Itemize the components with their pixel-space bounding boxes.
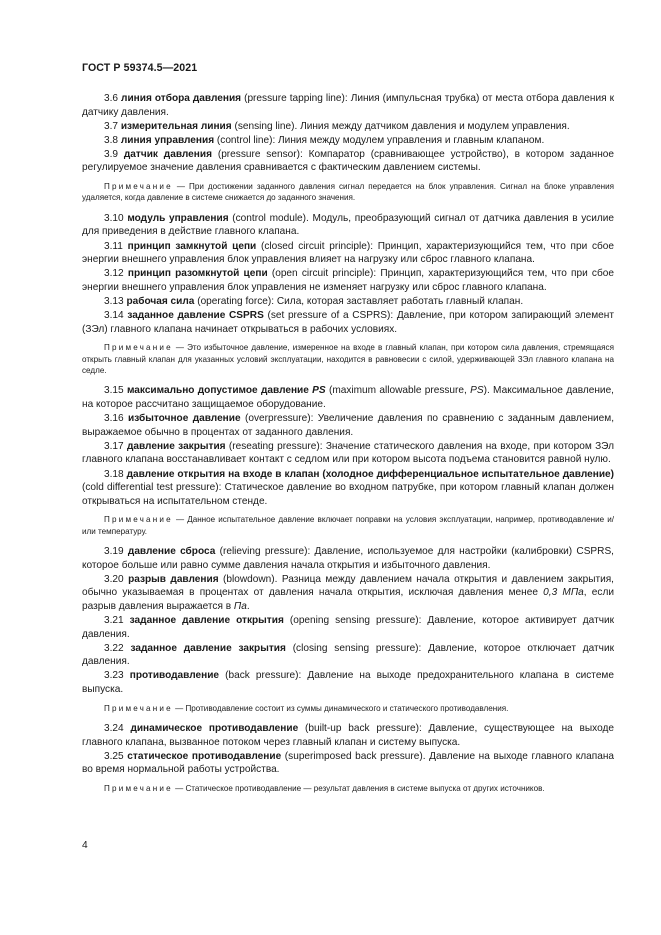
definition-term: заданное давление закрытия: [130, 642, 286, 654]
note-text: — Это избыточное давление, измеренное на входе в главный клапан, при котором сила давления, стремящаяся открыть главный клапан для указанных условий эксплуатации, находится в равновесии с силой, удерживающей ЗЭл главного клапана на седле.: [82, 343, 614, 376]
definition-term: противодавление: [129, 670, 220, 682]
definition-3-13: [82, 295, 614, 309]
definition-number: 3.8: [104, 134, 121, 146]
definition-number: 3.10: [104, 212, 128, 224]
definition-3-11: [82, 240, 614, 267]
definition-3-22: [82, 642, 614, 669]
definition-3-17: [82, 440, 614, 467]
definition-3-24: [82, 722, 614, 749]
note-text: — При достижении заданного давления сигнал передается на блок управления. Сигнал на блоке управления удаляется, когда давление в системе снижается до заданного значения.: [82, 182, 614, 203]
definition-term: линия управления: [120, 134, 215, 146]
definition-text: (overpressure): Увеличение давления по сравнению с заданным давлением, выражаемое обычно в процентах от заданного давления.: [82, 413, 615, 438]
definition-number: 3.11: [104, 240, 128, 252]
definition-3-6: [82, 92, 614, 119]
note-paragraph: [82, 783, 614, 794]
definition-text: (sensing line). Линия между датчиком давления и модулем управления.: [231, 120, 570, 132]
definition-number: 3.23: [104, 670, 130, 682]
definition-text-italic: Па: [233, 600, 247, 612]
definition-term: принцип замкнутой цепи: [127, 240, 257, 252]
definition-text: ). Максимальное давление, на которое рассчитано защищаемое оборудование.: [82, 385, 614, 411]
note-paragraph: [82, 703, 614, 714]
definition-text: , если разрыв давления выражается в: [82, 587, 614, 612]
definition-number: 3.7: [104, 120, 121, 132]
definition-term: линия отбора давления: [121, 93, 242, 104]
definition-term: давление закрытия: [126, 440, 226, 452]
definition-number: 3.19: [104, 546, 128, 558]
note-text: — Противодавление состоит из суммы динамического и статического противодавления.: [172, 703, 509, 713]
definition-text: (open circuit principle): Принцип, характеризующийся тем, что при сбое энергии внешнего управления блок управления не изменяет нагрузку или сброс главного клапана.: [82, 268, 614, 293]
definition-text: (pressure tapping line): Линия (импульсная трубка) от места отбора давления к датчику давления.: [82, 93, 615, 118]
definition-text: (set pressure of a CSPRS): Давление, при котором запирающий элемент (ЗЭл) главного клапана начинает открываться в рабочих условиях.: [82, 310, 614, 335]
definition-text: (blowdown). Разница между давлением начала открытия и давлением закрытия, обычно указываемая в процентах от давления начала открытия, исключая давления менее: [82, 573, 614, 599]
definition-number: 3.20: [104, 573, 129, 585]
definition-term: датчик давления: [123, 148, 212, 160]
definition-term: рабочая сила: [126, 295, 195, 307]
definition-term: разрыв давления: [128, 573, 219, 585]
definition-term: модуль управления: [127, 212, 229, 224]
definition-3-18: [82, 468, 614, 509]
definition-3-21: [82, 614, 614, 641]
definition-3-9: [82, 148, 614, 175]
definition-3-14: [82, 309, 614, 336]
note-paragraph: [82, 342, 614, 376]
definition-3-8: [82, 134, 614, 148]
definition-term: избыточное давление: [128, 413, 241, 425]
definition-3-7: [82, 120, 614, 134]
definition-number: 3.16: [104, 413, 129, 425]
definition-3-12: [82, 267, 614, 294]
definition-term: максимально допустимое давление PS: [126, 385, 326, 397]
note-label: Примечание: [104, 182, 173, 192]
definition-number: 3.15: [104, 385, 127, 397]
definition-number: 3.6: [104, 93, 122, 104]
document-body: [82, 92, 614, 802]
definition-number: 3.24: [104, 723, 131, 735]
definition-text: (cold differential test pressure): Статическое давление во входном патрубке, при котором главный клапан должен открываться на испытательном стенде.: [82, 482, 614, 507]
definition-text: (reseating pressure): Значение статического давления на входе, при котором ЗЭл главного клапана восстанавливает контакт с седлом или при котором высота подъема становится равной нулю.: [82, 440, 614, 466]
standard-header: ГОСТ Р 59374.5—2021: [82, 62, 198, 74]
note-text: — Статическое противодавление — результат давления в системе выпуска от других источников.: [172, 783, 545, 793]
definition-text: (pressure sensor): Компаратор (сравнивающее устройство), в котором заданное регулируемое значение давления сравнивается с фактическим давлением системы.: [82, 148, 614, 174]
definition-number: 3.18: [104, 468, 127, 480]
note-text: — Данное испытательное давление включает поправки на условия эксплуатации, например, противодавление и/или температуру.: [82, 515, 614, 536]
definition-3-10: [82, 212, 614, 239]
definition-text: (control line): Линия между модулем управления и главным клапаном.: [214, 134, 545, 146]
definition-text: (closing sensing pressure): Давление, которое отключает датчик давления.: [82, 642, 614, 668]
definition-number: 3.9: [104, 148, 124, 160]
definition-text: .: [246, 600, 250, 612]
definition-number: 3.17: [104, 440, 127, 452]
definition-term: давление открытия на входе в клапан (холодное дифференциальное испытательное давление): [126, 468, 614, 480]
definition-number: 3.14: [104, 310, 128, 322]
definition-term: принцип разомкнутой цепи: [127, 268, 268, 280]
note-paragraph: [82, 181, 614, 204]
definition-text: (opening sensing pressure): Давление, которое активирует датчик давления.: [82, 615, 615, 640]
definition-number: 3.22: [104, 642, 131, 654]
definition-text-italic: PS: [470, 385, 484, 397]
definition-number: 3.25: [104, 750, 128, 762]
note-paragraph: [82, 514, 614, 537]
definition-term: давление сброса: [127, 546, 216, 558]
note-label: Примечание: [104, 703, 173, 713]
note-label: Примечание: [104, 343, 173, 353]
definition-3-15: [82, 384, 614, 411]
definition-text: (control module). Модуль, преобразующий сигнал от датчика давления в усилие для приведения в действие главного клапана.: [82, 212, 615, 238]
note-label: Примечание: [104, 783, 173, 793]
page-number: 4: [82, 840, 88, 851]
definition-text-italic: 0,3 МПа: [543, 587, 584, 599]
definition-3-19: [82, 545, 614, 572]
definition-3-16: [82, 412, 614, 439]
definition-3-20: [82, 573, 614, 614]
definition-text: (superimposed back pressure). Давление на выходе главного клапана во время нормальной работы устройства.: [82, 750, 615, 776]
definition-term: заданное давление открытия: [129, 615, 284, 627]
note-label: Примечание: [104, 515, 173, 525]
definition-text: (built-up back pressure): Давление, существующее на выходе главного клапана, вызванное потоком через главный клапан и систему выпуска.: [82, 723, 614, 748]
definition-term: динамическое противодавление: [130, 723, 299, 735]
definition-number: 3.13: [104, 295, 127, 307]
definition-text: (relieving pressure): Давление, используемое для настройки (калибровки) CSPRS, которое больше или равно сумме давления начала открытия и избыточного давления.: [82, 546, 614, 571]
definition-number: 3.21: [104, 615, 130, 627]
definition-text: (back pressure): Давление на выходе предохранительного клапана в системе выпуска.: [82, 670, 614, 696]
definition-3-23: [82, 669, 614, 696]
definition-term: заданное давление CSPRS: [127, 310, 264, 322]
definition-text: (maximum allowable pressure,: [325, 385, 471, 397]
definition-text: (closed circuit principle): Принцип, характеризующийся тем, что при сбое энергии внешнего управления блок управления влияет на нагрузку или сброс главного клапана.: [82, 240, 614, 266]
definition-3-25: [82, 750, 614, 777]
definition-term: статическое противодавление: [127, 750, 282, 762]
definition-text: (operating force): Сила, которая заставляет работать главный клапан.: [194, 295, 524, 307]
definition-term: измерительная линия: [120, 120, 232, 132]
definition-number: 3.12: [104, 268, 128, 280]
